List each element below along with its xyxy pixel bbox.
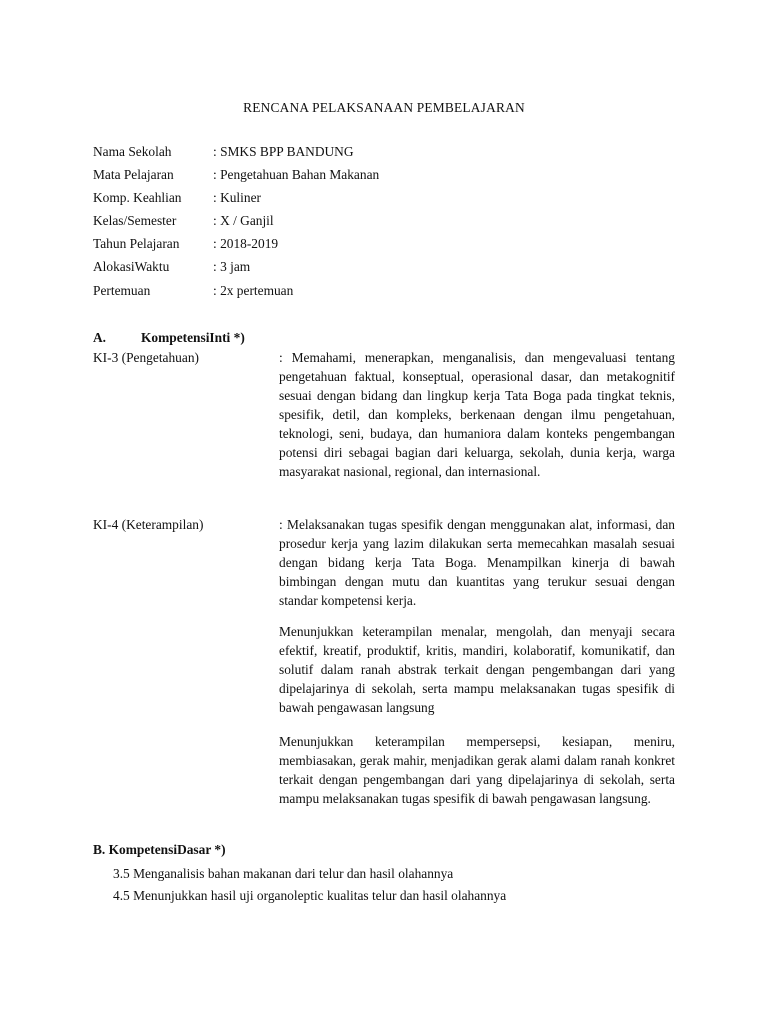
info-table [93, 142, 693, 304]
ki4-label: KI-4 (Keterampilan) [93, 517, 204, 532]
ki3-label: KI-3 (Pengetahuan) [93, 350, 199, 365]
ki4-paragraph-3: Menunjukkan keterampilan mempersepsi, kesiapan, meniru, membiasakan, gerak mahir, menjadikan gerak alami dalam ranah konkret terkait dengan pengembangan dari yang dipelajarinya di sekolah, serta mampu melaksanakan tugas spesifik di bawah pengawasan langsung. [279, 734, 675, 806]
info-value: : 2x pertemuan [213, 282, 294, 298]
info-row-school [93, 142, 693, 165]
info-label: Komp. Keahlian [93, 190, 182, 206]
info-label: Kelas/Semester [93, 213, 177, 229]
info-label: Pertemuan [93, 282, 151, 298]
section-a-title: KompetensiInti *) [141, 330, 245, 345]
info-row-meeting [93, 281, 693, 304]
info-label: Tahun Pelajaran [93, 236, 180, 252]
info-row-year [93, 234, 693, 257]
info-label: AlokasiWaktu [93, 259, 170, 275]
info-value: : X / Ganjil [213, 213, 274, 229]
ki4-paragraph-1: : Melaksanakan tugas spesifik dengan menggunakan alat, informasi, dan prosedur kerja yang lazim dilakukan serta memecahkan masalah sesuai dengan bidang kerja Tata Boga. Menampilkan kinerja di bawah bimbingan dengan mutu dan kuantitas yang terukur sesuai dengan standar kompetensi kerja. [279, 517, 675, 608]
info-value: : Pengetahuan Bahan Makanan [213, 167, 380, 183]
info-label: Mata Pelajaran [93, 167, 174, 183]
ki3-text: : Memahami, menerapkan, menganalisis, dan mengevaluasi tentang pengetahuan faktual, konseptual, operasional dasar, dan metakognitif sesuai dengan bidang dan lingkup kerja Tata Boga pada tingkat teknis, spesifik, detil, dan kompleks, berkenaan dengan ilmu pengetahuan, teknologi, seni, budaya, dan humaniora dalam konteks pengembangan potensi diri sebagai bagian dari keluarga, sekolah, dunia kerja, warga masyarakat nasional, regional, dan internasional. [279, 350, 675, 479]
ki4-paragraph-2: Menunjukkan keterampilan menalar, mengolah, dan menyaji secara efektif, kreatif, produktif, kritis, mandiri, kolaboratif, komunikatif, dan solutif dalam ranah abstrak terkait dengan pengembangan dari yang dipelajarinya di sekolah, serta mampu melaksanakan tugas spesifik di bawah pengawasan langsung [279, 624, 675, 715]
info-value: : Kuliner [213, 190, 261, 206]
info-value: : 3 jam [213, 259, 251, 275]
document-title: RENCANA PELAKSANAAN PEMBELAJARAN [243, 100, 525, 115]
info-value: : 2018-2019 [213, 236, 279, 252]
info-row-subject [93, 165, 693, 188]
info-row-time [93, 257, 693, 280]
section-a-heading [93, 328, 245, 347]
info-value: : SMKS BPP BANDUNG [213, 144, 354, 159]
section-b-heading: B. KompetensiDasar *) [93, 842, 226, 857]
info-row-expertise [93, 188, 693, 211]
section-a-letter: A. [93, 330, 107, 345]
kd-item: 4.5 Menunjukkan hasil uji organoleptic kualitas telur dan hasil olahannya [113, 888, 507, 903]
info-row-class [93, 211, 693, 234]
kd-item: 3.5 Menganalisis bahan makanan dari telur dan hasil olahannya [113, 866, 454, 881]
info-label: Nama Sekolah [93, 144, 172, 159]
